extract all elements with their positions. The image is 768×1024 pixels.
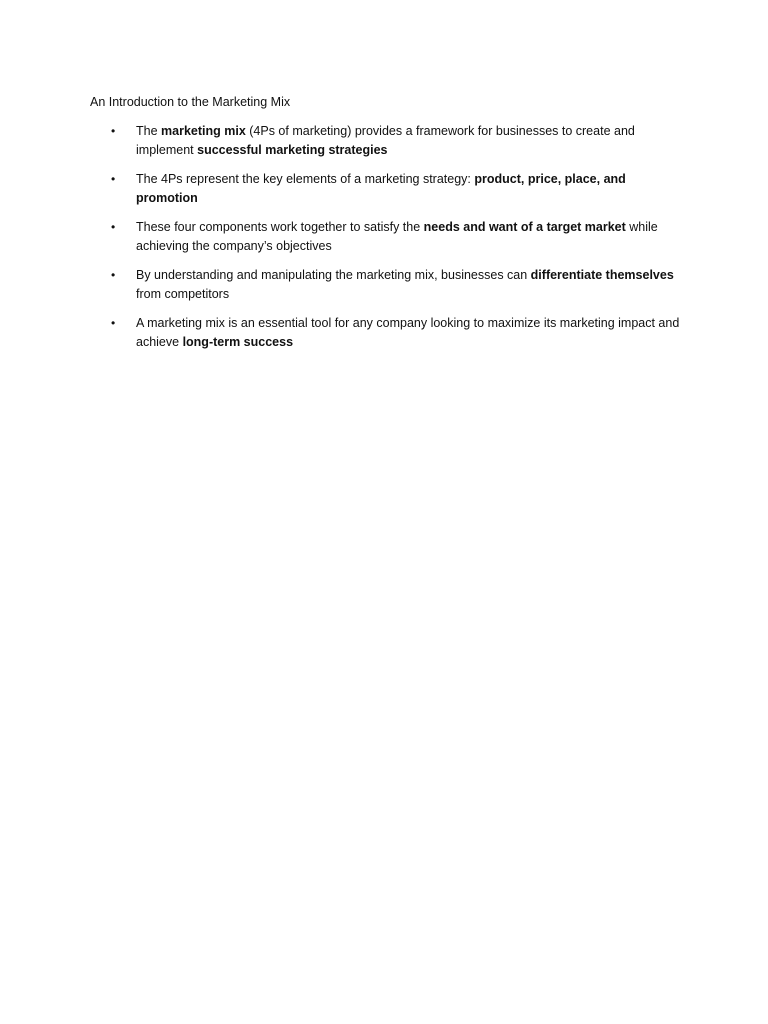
bullet-text: [136, 316, 679, 349]
text-segment: A marketing mix is an essential tool for any company looking to maximize its marketing impact and achieve: [136, 316, 680, 349]
bullet-icon: •: [111, 220, 116, 234]
text-segment: (4Ps of marketing) provides a framework for businesses to create and implement: [136, 124, 635, 157]
text-segment: from competitors: [136, 287, 230, 301]
bold-text-segment: marketing mix: [161, 124, 246, 138]
text-segment: The: [136, 124, 162, 138]
bold-text-segment: needs and want of a target market: [423, 220, 626, 234]
text-segment: while achieving the company’s objectives: [136, 220, 658, 253]
text-segment: The 4Ps represent the key elements of a marketing strategy:: [136, 172, 475, 186]
bullet-text: [136, 220, 658, 253]
bullet-icon: •: [111, 268, 116, 282]
bullet-icon: •: [111, 316, 116, 330]
bullet-item: [90, 122, 680, 160]
bullet-text: [136, 268, 674, 301]
bullet-icon: •: [111, 172, 116, 186]
document-title: An Introduction to the Marketing Mix: [90, 95, 291, 109]
bullet-icon: •: [111, 124, 116, 138]
bold-text-segment: long-term success: [182, 335, 294, 349]
bullet-item: [90, 266, 680, 304]
bullet-text: [136, 172, 626, 205]
bullet-item: [90, 314, 680, 352]
bullet-text: [136, 124, 635, 157]
bold-text-segment: differentiate themselves: [530, 268, 674, 282]
bold-text-segment: product, price, place, and promotion: [136, 172, 626, 205]
bold-text-segment: successful marketing strategies: [197, 143, 388, 157]
bullet-list: [90, 122, 680, 362]
text-segment: By understanding and manipulating the marketing mix, businesses can: [136, 268, 531, 282]
bullet-item: [90, 170, 680, 208]
text-segment: These four components work together to satisfy the: [136, 220, 424, 234]
bullet-item: [90, 218, 680, 256]
